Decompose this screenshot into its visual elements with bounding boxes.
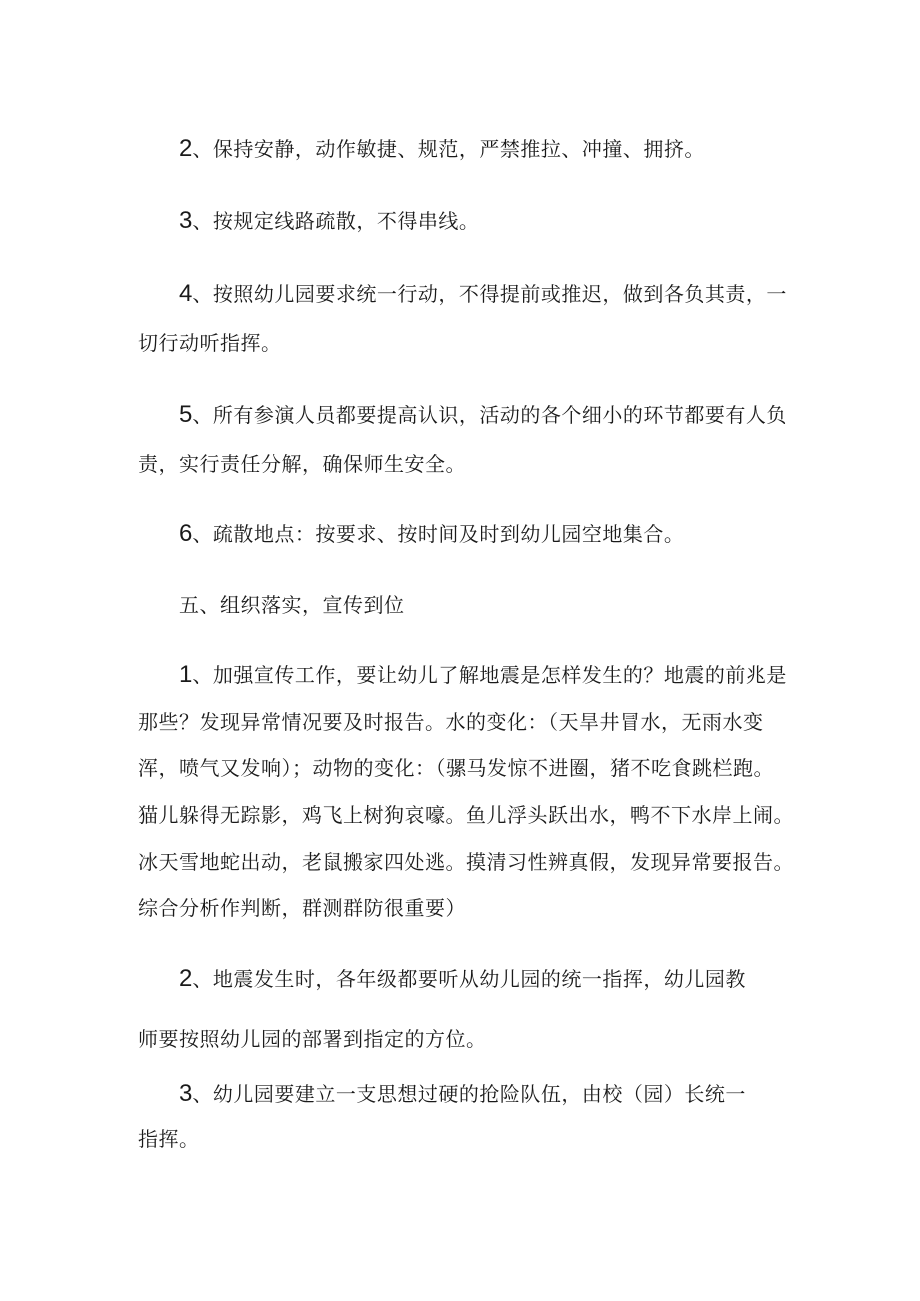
list-item-4-continuation: 切行动听指挥。 xyxy=(138,331,282,355)
list-item-4 xyxy=(179,279,787,309)
section-item-1 xyxy=(179,660,787,690)
section-item-3 xyxy=(179,1079,746,1109)
item-number: 5 xyxy=(179,401,193,428)
section-heading: 五、组织落实，宣传到位 xyxy=(179,593,405,617)
item-text: 、按规定线路疏散，不得串线。 xyxy=(192,209,480,233)
section-item-1-line-6: 综合分析作判断，群测群防很重要） xyxy=(138,896,466,920)
item-text: 、保持安静，动作敏捷、规范，严禁推拉、冲撞、拥挤。 xyxy=(192,137,705,161)
item-number: 6 xyxy=(179,520,193,547)
section-item-3-continuation: 指挥。 xyxy=(138,1127,200,1151)
item-number: 2 xyxy=(179,135,193,162)
item-number: 3 xyxy=(179,1080,193,1107)
section-item-2 xyxy=(179,964,746,994)
list-item-3 xyxy=(179,206,479,236)
item-text: 、幼儿园要建立一支思想过硬的抢险队伍，由校（园）长统一 xyxy=(192,1082,746,1106)
section-item-1-line-2: 那些？发现异常情况要及时报告。水的变化：（天旱井冒水，无雨水变 xyxy=(138,710,764,734)
item-text: 、疏散地点：按要求、按时间及时到幼儿园空地集合。 xyxy=(192,522,685,546)
item-text: 、地震发生时，各年级都要听从幼儿园的统一指挥，幼儿园教 xyxy=(192,967,746,991)
section-item-1-line-3: 浑，喷气又发响）；动物的变化：（骡马发惊不进圈，猪不吃食跳栏跑。 xyxy=(138,756,774,780)
item-text: 、按照幼儿园要求统一行动，不得提前或推迟，做到各负其责，一 xyxy=(192,282,787,306)
item-number: 3 xyxy=(179,207,193,234)
list-item-2 xyxy=(179,134,705,164)
section-item-2-continuation: 师要按照幼儿园的部署到指定的方位。 xyxy=(138,1027,487,1051)
list-item-5-continuation: 责，实行责任分解，确保师生安全。 xyxy=(138,452,466,476)
list-item-6 xyxy=(179,519,684,549)
section-item-1-line-5: 冰天雪地蛇出动，老鼠搬家四处逃。摸清习性辨真假，发现异常要报告。 xyxy=(138,850,794,874)
item-number: 2 xyxy=(179,965,193,992)
item-number: 1 xyxy=(179,661,193,688)
section-item-1-line-4: 猫儿躲得无踪影，鸡飞上树狗哀嚎。鱼儿浮头跃出水，鸭不下水岸上闹。 xyxy=(138,803,794,827)
item-number: 4 xyxy=(179,280,193,307)
item-text: 、所有参演人员都要提高认识，活动的各个细小的环节都要有人负 xyxy=(192,403,787,427)
list-item-5 xyxy=(179,400,787,430)
item-text: 、加强宣传工作，要让幼儿了解地震是怎样发生的？地震的前兆是 xyxy=(192,663,787,687)
